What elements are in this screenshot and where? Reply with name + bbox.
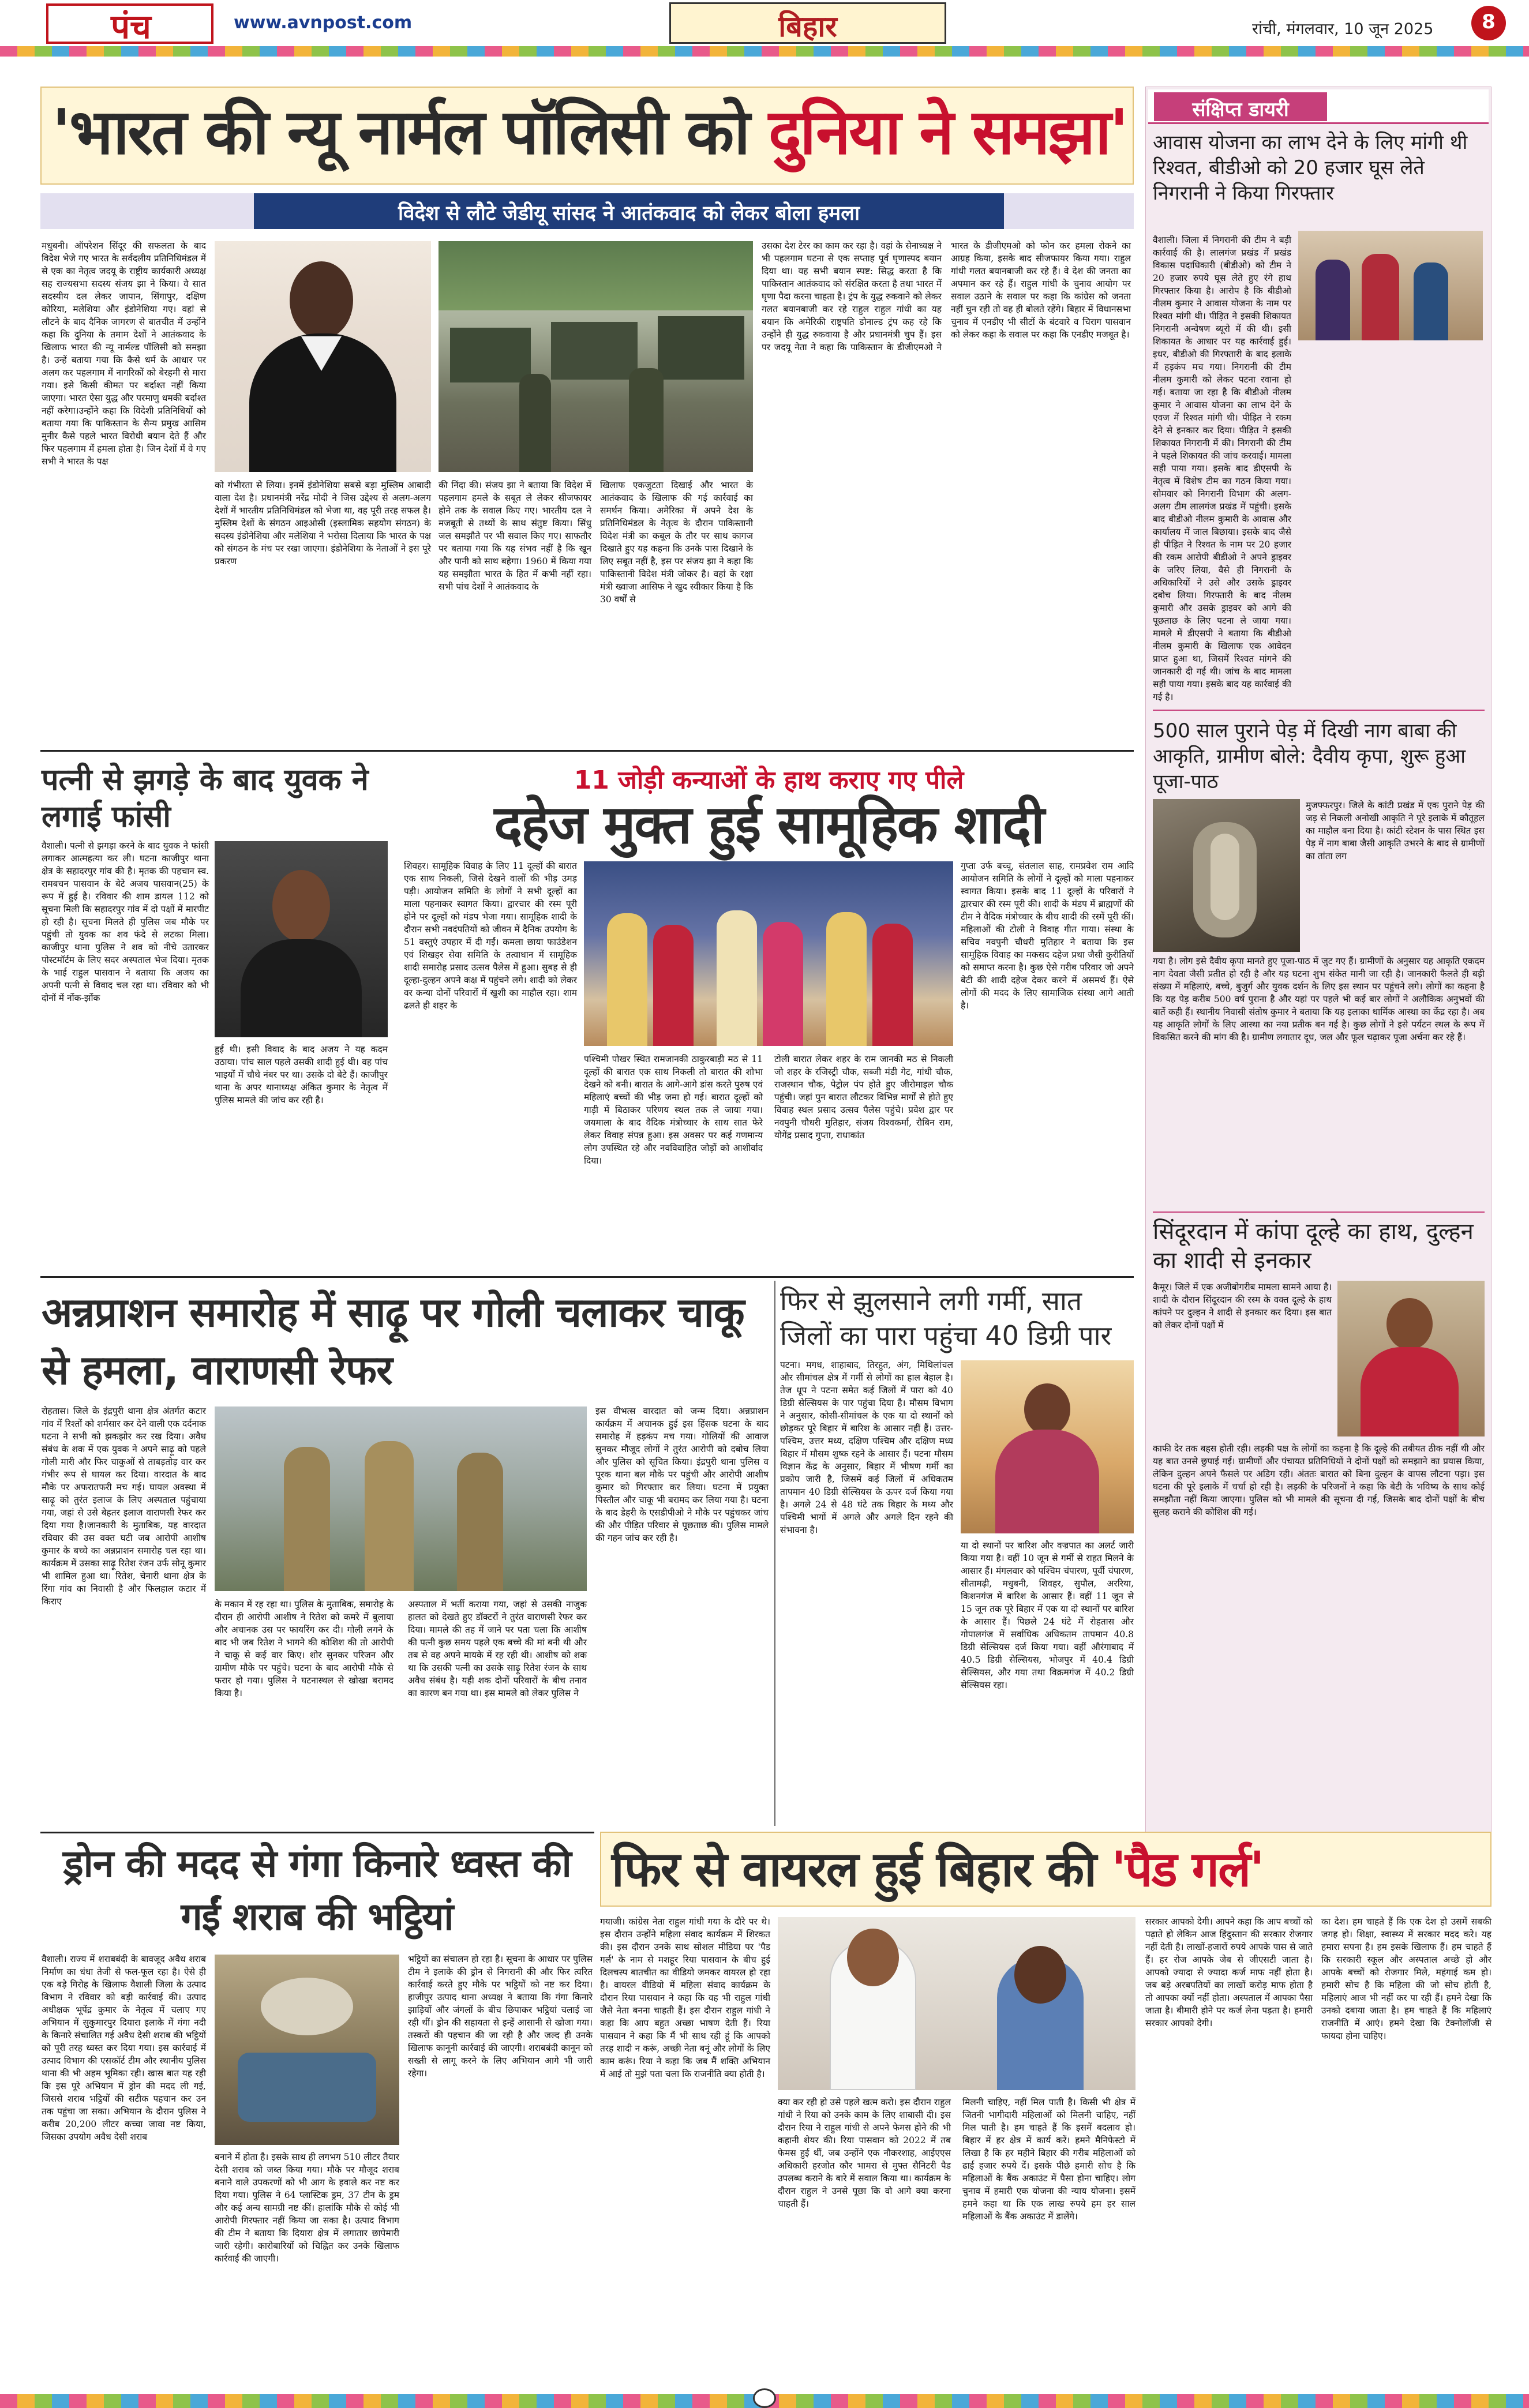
photo-bride-2: [763, 922, 803, 1046]
diary-story-2-body-b: गया है। लोग इसे दैवीय कृपा मानते हुए पूजा-पाठ में जुट गए हैं। ग्रामीणों के अनुसार यह आकृति एकदम नाग देवता जैसी प्रतीत हो रही है और यह घटना शुभ संकेत मानी जा रही है। जानकारी फैलते ही बड़ी संख्या में महिलाएं, बच्चे, बुजुर्ग और युवक दर्शन के लिए इस स्थान पर पहुंचने लगे। लोगों का कहना है कि यह पेड़ करीब 500 वर्ष पुराना है और यहां पर पहले भी कई बार लोगों ने अलौकिक अनुभवों की बातें कही हैं। स्थानीय निवासी संतोष कुमार ने बताया कि यह इलाका धार्मिक आस्था का केंद्र रहा है। अब यह आकृति लोगों के लिए आस्था का नया प्रतीक बन गई है। कुछ लोगों ने इसे पर्यटन स्थल के रूप में विकसित करने की मांग की है। ग्रामीण लगातार दूध, जल और फूल चढ़ाकर पूजा अर्चना कर रहे हैं।: [1153, 956, 1485, 1042]
pad-col-1: गयाजी। कांग्रेस नेता राहुल गांधी गया के दौरे पर थे। इस दौरान उन्होंने महिला संवाद कार्यक्रम में शिरकत की। इस दौरान उनके साथ सोशल मीडिया पर 'पैड गर्ल' के नाम से मशहूर रिया पासवान के बीच हुई दिलचस्प बातचीत का वीडियो जमकर वायरल हो रहा है। वायरल वीडियो में महिला संवाद कार्यक्रम के दौरान रिया पासवान ने कहा कि वह भी राहुल गांधी जैसे नेता बनना चाहती हैं। इस दौरान राहुल गांधी ने कहा कि आप बहुत अच्छा भाषण देती हैं। रिया पासवान ने कहा कि मैं भी साथ रही हूं कि आपको तरह शादी न करूं, अच्छी नेता बनूं और लोगों के लिए काम करूं। रिया ने कहा कि जब मैं शक्ति अभियान में आई तो मुझे पता चला कि राजनीति क्या होती है।: [600, 1916, 770, 2079]
photo-truck-3: [658, 316, 744, 380]
photo-police-3: [457, 1453, 503, 1591]
photo-drums: [238, 2053, 376, 2122]
photo-police-2: [365, 1441, 414, 1591]
liquor-kiln-photo: [215, 1955, 399, 2145]
diary-story-1-body-top: [1153, 234, 1291, 702]
drone-col-2: बनाने में होता है। इसके साथ ही लगभग 510 लीटर तैयार देसी शराब को जब्त किया गया। मौके पर मौजूद शराब बनाने वाले उपकरणों को भी आग के हवाले कर नष्ट कर दिया गया। पुलिस ने 64 प्लास्टिक ड्रम, 37 टीन के ड्रम और कई अन्य सामग्री नष्ट कीं। हालांकि मौके से कोई भी आरोपी गिरफ्तार नहीं किया जा सका है। उत्पाद विभाग की टीम ने बताया कि दियारा क्षेत्र में लगातार छापेमारी जारी रहेगी। कारोबारियों को चिह्नित कर उनके खिलाफ कार्रवाई की जाएगी।: [215, 2152, 399, 2264]
photo-smoke: [261, 1978, 353, 2035]
pad-col-4: सरकार आपको देगी। आपने कहा कि आप बच्चों को पढ़ाते हो लेकिन आज हिंदुस्तान की सरकार रोजगार नहीं देती है। लाखों-हजारों रुपये आपके पास से जाते हैं। हर रोज आपके जेब से जीएसटी जाता है। आपको ज्यादा से ज्यादा कर्ज माफ नहीं होता है। जब बड़े अरबपतियों का लाखों करोड़ माफ होता है तो आपका क्यों नहीं होता। अस्पताल में आपका पैसा जाता है। बीमारी होने पर कर्ज लेना पड़ता है। हमारी सरकार आपको देगी।: [1145, 1916, 1313, 2028]
pad-col-5: का देश। हम चाहते हैं कि एक देश हो उसमें सबकी जगह हो। शिक्षा, स्वास्थ्य में सरकार मदद करे। यह हमारा सपना है। हम इसके खिलाफ हैं। हम चाहते हैं कि सरकारी स्कूल और अस्पताल अच्छे हो और आपके बच्चों को रोजगार मिले, महंगाई कम हो। हमारी सोच है कि महिला की जो सोच होती है, महिलाएं आज भी नहीं कर पा रही हैं। हमने देखा कि उनको दबाया जाता है। हम चाहते हैं कि महिलाएं राजनीति में आएं। हमने देखा कि टेक्नोलॉजी से फायदा होना चाहिए।: [1321, 1916, 1491, 2041]
anna-col-4: इस वीभत्स वारदात को जन्म दिया। अन्नप्राशन कार्यक्रम में अचानक हुई इस हिंसक घटना के बाद समारोह में हड़कंप मच गया। गोलियों की आवाज सुनकर मौजूद लोगों ने तुरंत आरोपी को दबोच लिया और पुलिस को सूचित किया। इंद्रपुरी थाना पुलिस व पूरक थाना बल मौके पर पहुंची और आरोपी आशीष कुमार को गिरफ्तार कर लिया। घटना में प्रयुक्त पिस्तौल और चाकू भी बरामद कर लिया गया है। घटना के बाद डेहरी के एसडीपीओ ने मौके पर पहुंचकर जांच की और पीड़ित परिवार से पूछताछ की। पुलिस मामले की गहन जांच कर रही है।: [595, 1406, 769, 1543]
mid-rule-1: [40, 1276, 1134, 1278]
dateline: रांची, मंगलवार, 10 जून 2025: [1252, 20, 1434, 38]
diary-story-3-headline: सिंदूरदान में कांपा दूल्हे का हाथ, दुल्हन का शादी से इनकार: [1153, 1218, 1474, 1274]
suicide-headline: पत्नी से झगड़े के बाद युवक ने लगाई फांसी: [42, 763, 369, 834]
naag-tree-photo: [1153, 799, 1300, 952]
diary-story-1-headline: आवास योजना का लाभ देने के लिए मांगी थी रिश्वत, बीडीओ को 20 हजार घूस लेते निगरानी ने किया गिरफ्तार: [1153, 131, 1468, 205]
wedding-col-3: टोली बारात लेकर शहर के राम जानकी मठ से निकली जो शहर के रजिस्ट्री चौक, सब्जी मंडी गेट, गांधी चौक, राजस्थान चौक, पेट्रोल पंप होते हुए जीरोमाइल चौक पहुंची। जहां पुन बारात लौटकर विभिन्न मार्गों से होते हुए विवाह स्थल प्रसाद उत्सव पैलेस पहुंचे। प्रवेश द्वार पर नवपुनी चौधरी मुतिहार, संजय विश्वकर्मा, रौबिन राम, योगेंद्र प्रसाद गुप्ता, राधाकांत: [774, 1054, 953, 1141]
rahul-riya-photo: [778, 1917, 1135, 2090]
lead-col-3: की निंदा की। संजय झा ने बताया कि विदेश में पहलगाम हमले के सबूत ले लेकर सीजफायर होने तक के सवाल किए गए। भारतीय दल ने मजबूती से तथ्यों के साथ संतुष्ट किया। सिंधु जल समझौते पर भी सवाल किए गए। साफतौर पर बताया गया कि यह संभव नहीं है कि खून और पानी को साथ बहेगा। 1960 में किया गया यह समझौता भारत के हित में कभी नहीं रहा। सभी पांच देशों ने आतंकवाद के: [439, 480, 591, 592]
photo-person-head: [290, 261, 353, 339]
photo-woman-head: [1024, 1383, 1070, 1435]
lead-headline-part2: दुनिया ने समझा': [768, 96, 1127, 168]
logo: पंच: [111, 7, 151, 46]
lead-headline-part1: 'भारत की न्यू नार्मल पॉलिसी को: [52, 96, 769, 168]
wedding-kicker: 11 जोड़ी कन्याओं के हाथ कराए गए पीले: [574, 766, 964, 795]
heat-vrule: [774, 1281, 775, 1826]
photo-soldier-1: [519, 374, 551, 472]
ajay-paswan-photo: [215, 841, 388, 1037]
photo-crowd-1: [1316, 260, 1350, 340]
pad-headline-part1: फिर से वायरल हुई बिहार की: [612, 1841, 1112, 1897]
diary-story-3-body-b: काफी देर तक बहस होती रही। लड़की पक्ष के लोगों का कहना है कि दूल्हे की तबीयत ठीक नहीं थी और यह बात उनसे छुपाई गई। ग्रामीणों और पंचायत प्रतिनिधियों ने दोनों पक्षों को समझाने का प्रयास किया, लेकिन दुल्हन अपने फैसले पर अडिग रही। अंततः बारात को बिना दुल्हन के वापस लौटना पड़ा। इस घटना की पूरे इलाके में चर्चा हो रही है। लड़की के परिजनों ने कहा कि बेटी के भविष्य के साथ कोई समझौता नहीं किया जाएगा। पुलिस को भी मामले की सूचना दी गई, जिसके बाद दोनों पक्षों के बीच सुलह कराने की कोशिश की गई।: [1153, 1443, 1485, 1517]
photo-soldier-2: [629, 368, 664, 472]
lead-col-2: को गंभीरता से लिया। इनमें इंडोनेशिया सबसे बड़ा मुस्लिम आबादी वाला देश है। प्रधानमंत्री नरेंद्र मोदी ने जिस उद्देश्य से अलग-अलग देशों में भारतीय प्रतिनिधिमंडल को भेजा था, वह पूरी तरह सफल है। मुस्लिम देशों के संगठन आइओसी (इस्लामिक सहयोग संगठन) के सदस्य इंडोनेशिया और मलेशिया ने भरोसा दिलाया कि भारत के पक्ष को संगठन के मंच पर रखा जाएगा। इंडोनेशिया के नेताओं ने इस पूरे प्रकरण: [215, 480, 431, 567]
photo-police-1: [284, 1447, 330, 1591]
drone-col-3: भट्ठियों का संचालन हो रहा है। सूचना के आधार पर पुलिस टीम ने इलाके की ड्रोन से निगरानी की और फिर त्वरित कार्रवाई करते हुए मौके पर भट्ठियों को नष्ट कर दिया। हाजीपुर उत्पाद थाना अध्यक्ष ने बताया कि गंगा किनारे झाड़ियों और जंगलों के बीच छिपाकर भट्ठियां चलाई जा रही थीं। ड्रोन की सहायता से इन्हें आसानी से खोजा गया। तस्करों की पहचान की जा रही है और जल्द ही उनके खिलाफ कानूनी कार्रवाई की जाएगी। शराबबंदी कानून को सख्ती से लागू करने के लिए अभियान आगे भी जारी रहेगा।: [408, 1954, 593, 2079]
photo-woman-body: [995, 1430, 1099, 1533]
masthead: [0, 0, 1529, 51]
photo-bride-3: [872, 924, 913, 1046]
drone-col-1: वैशाली। राज्य में शराबबंदी के बावजूद अवैध शराब निर्माण का धंधा तेजी से फल-फूल रहा है। ऐसे ही एक बड़े गिरोह के खिलाफ वैशाली जिला के उत्पाद विभाग ने रविवार को बड़ी कार्रवाई की। उत्पाद अधीक्षक भूपेंद्र कुमार के नेतृत्व में चलाए गए अभियान में सुकुमारपुर दियारा इलाके में गंगा नदी के किनारे संचालित गई अवैध देसी शराब की भट्ठियों को पूरी तरह ध्वस्त कर दिया गया। इस कार्रवाई में उत्पाद विभाग की एसकॉर्ट टीम और स्थानीय पुलिस थाना की भी अहम भूमिका रही। खास बात यह रही कि इस पूरे अभियान में ड्रोन की मदद ली गई, जिससे शराब भट्ठियों की सटीक पहचान कर उन तक पहुंचा जा सका। अभियान के दौरान पुलिस ने करीब 20,200 लीटर कच्चा जावा नष्ट किया, जिसका उपयोग अवैध देसी शराब: [42, 1954, 206, 2142]
masthead-bar: [0, 46, 1529, 57]
sanjay-jha-photo: [215, 241, 431, 472]
photo-truck-2: [551, 322, 638, 380]
page-number: 8: [1482, 10, 1496, 33]
photo-riya-head: [1014, 1946, 1066, 2004]
pad-col-2: क्या कर रही हो उसे पहले खत्म करो। इस दौरान राहुल गांधी ने रिया को उनके काम के लिए शाबासी दी। इस दौरान रिया ने राहुल गांधी से अपने फेमस होने की भी कहानी शेयर की। रिया पासवान को 2022 में तब फेमस हुई थीं, जब उन्होंने एक नौकरशाह, आईएएस अधिकारी हरजोत कौर भामरा से मुफ्त सैनिटरी पैड उपलब्ध कराने के बारे में सवाल किया था। कार्यक्रम के दौरान राहुल ने उनसे पूछा कि वो आगे क्या करना चाहती हैं।: [778, 2097, 951, 2209]
wedding-col-4: गुप्ता उर्फ बच्चू, संतलाल साह, रामप्रवेश राम आदि आयोजन समिति के लोगों ने दूल्हों को माला पहनाकर स्वागत किया। इसके बाद 11 दूल्हों के परिवारों ने द्वारचार की रस्म पूरी की। शादी के मंडप में ब्राह्मणों की टीम ने वैदिक मंत्रोच्चार के बीच शादी की रस्में पूरी कीं। महिलाओं की टोली ने विवाह गीत गाया। संस्था के सचिव नवपुनी चौधरी मुतिहार ने बताया कि इस सामूहिक विवाह का मकसद दहेज प्रथा जैसी कुरीतियों को समाप्त करना है। कुछ ऐसे गरीब परिवार जो अपने बेटी की शादी दहेज देकर करने में असमर्थ हैं। ऐसे लोगों की मदद के लिए सामाजिक संस्था आगे आती है।: [961, 861, 1134, 1011]
photo-face: [272, 870, 330, 942]
photo-snake-shape: [1211, 834, 1239, 920]
lead-subhead: विदेश से लौटे जेडीयू सांसद ने आतंकवाद को लेकर बोला हमला: [398, 202, 860, 225]
lead-bottom-rule: [40, 750, 1134, 752]
lead-col-1: मधुबनी। ऑपरेशन सिंदूर की सफलता के बाद विदेश भेजे गए भारत के सर्वदलीय प्रतिनिधिमंडल में से एक का नेतृत्व जदयू के राष्ट्रीय कार्यकारी अध्यक्ष सह राज्यसभा सदस्य संजय झा ने किया। वे सात सदस्यीय दल लेकर जापान, सिंगापुर, दक्षिण कोरिया, मलेशिया और इंडोनेशिया गए। वहां से लौटने के बाद दैनिक जागरण से बातचीत में उन्होंने कहा कि दुनिया के तमाम देशों ने आतंकवाद के खिलाफ भारत की न्यू नार्मल्ड पॉलिसी को समझा है। उन्हें बताया गया कि कैसे धर्म के आधार पर अलग कर पहलगाम में नागरिकों को बेरहमी से मारा गया। इसे किसी कीमत पर बर्दाश्त नहीं किया जाएगा। भारत ऐसा युद्ध और परमाणु धमकी बर्दाश्त नहीं करेगा।उन्होंने कहा कि विदेशी प्रतिनिधियों को बताया गया कि पाकिस्तान के सैन्य प्रमुख आसिम मुनीर कैसे पहले भारत विरोधी बयान देते हैं और फिर पहलगाम में हमला होता है। जिन देशों में वे गए सभी ने भारत के पक्ष: [42, 241, 206, 467]
photo-shirt: [241, 939, 362, 1037]
heat-photo: [961, 1360, 1134, 1533]
lead-col-4: खिलाफ एकजुटता दिखाई और भारत के आतंकवाद के खिलाफ की गई कार्रवाई का समर्थन किया। अमेरिका में अपने देश के प्रतिनिधिमंडल के नेतृत्व के दौरान पाकिस्तानी विदेश मंत्री का कबूल के तौर पर साथ कागज दिखाते हुए यह कहना कि उनके पास दिखाने के लिए सबूत नहीं है, इस पर संजय झा ने कहा कि पाकिस्तानी विदेश मंत्री जोकर है। वहां के रक्षा मंत्री ख्वाजा आसिफ ने खुद स्वीकार किया है कि 30 वर्षों से: [600, 480, 753, 605]
wedding-headline: दहेज मुक्त हुई सामूहिक शादी: [494, 794, 1044, 856]
photo-groom-1: [607, 913, 647, 1046]
bdo-arrest-photo: [1298, 231, 1483, 340]
wedding-col-1: शिवहर। सामूहिक विवाह के लिए 11 दूल्हों की बारात एक साथ निकली, जिसे देखने वालों की भीड़ उमड़ पड़ी। आयोजन समिति के लोगों ने सभी दूल्हों का माला पहनाकर स्वागत किया। द्वारचार की रस्म पूरी होने पर दूल्हों को मंडप भेजा गया। सामूहिक शादी के दौरान सभी नवदंपतियों को जीवन में दैनिक उपयोग के 51 वस्तुएं उपहार में दी गईं। कमला छाया फाउंडेशन एवं शिखहर सेवा समिति के तत्वाधान में सामूहिक शादी समारोह प्रसाद उत्सव पैलेस में हुआ। सुबह से ही दूल्हा-दुल्हन अपने कक्ष में पहुंचने लगे। शादी को लेकर वर कन्या दोनों परिवारों में खुशी का माहौल रहा। शाम ढलते ही शहर के: [404, 861, 577, 1011]
diary-story-2-body-a: मुजफ्फरपुर। जिले के कांटी प्रखंड में एक पुराने पेड़ की जड़ से निकली अनोखी आकृति ने पूरे इलाके में कौतूहल का माहौल बना दिया है। कांटी स्टेशन के पास स्थित इस पेड़ में नाग बाबा जैसी आकृति उभरने के बाद से ग्रामीणों का तांता लग: [1306, 800, 1485, 861]
registration-mark: [753, 2388, 776, 2408]
anna-col-1: रोहतास। जिले के इंद्रपुरी थाना क्षेत्र अंतर्गत कटार गांव में रिश्तों को शर्मसार कर देने वाली एक दर्दनाक घटना ने सभी को झकझोर कर रख दिया। अवैध संबंध के शक में एक युवक ने अपने साढ़ू को पहले गोली मारी और फिर चाकुओं से ताबड़तोड़ वार कर गंभीर रूप से घायल कर दिया। वारदात के बाद मौके पर अफरातफरी मच गई। घायल अवस्था में साढ़ू को तुरंत इलाज के लिए अस्पताल पहुंचाया गया, जहां से उसे बेहतर इलाज वाराणसी रेफर कर दिया गया है।जानकारी के मुताबिक, यह वारदात रविवार की उस वक्त घटी जब आरोपी आशीष कुमार के बच्चे का अन्नप्राशन समारोह चल रहा था। कार्यक्रम में उसका साढ़ू रितेश रंजन उर्फ सोनू कुमार भी शामिल हुआ था। रितेश, चेनारी थाना क्षेत्र के रिंगा गांव का निवासी है और फिलहाल कटार में किराए: [42, 1406, 207, 1607]
anna-headline: अन्नप्राशन समारोह में साढ़ू पर गोली चलाकर चाकू से हमला, वाराणसी रेफर: [42, 1289, 744, 1394]
heat-col-2: या दो स्थानों पर बारिश और वज्रपात का अलर्ट जारी किया गया है। वहीं 10 जून से गर्मी से राहत मिलने के आसार हैं। मंगलवार को पश्चिम चंपारण, पूर्वी चंपारण, सीतामढ़ी, मधुबनी, शिवहर, सुपौल, अररिया, किशनगंज में बारिश के आसार हैं। वहीं 11 जून से 15 जून तक पूरे बिहार में एक या दो स्थानों पर बारिश के आसार हैं। पिछले 24 घंटे में रोहतास और गोपालगंज में सर्वाधिक अधिकतम तापमान 40.8 डिग्री सेल्सियस दर्ज किया गया। वहीं औरंगाबाद में 40.5 डिग्री सेल्सियस, भोजपुर में 40.4 डिग्री सेल्सियस, और गया तथा विक्रमगंज में 40.2 डिग्री सेल्सियस रहा।: [961, 1540, 1134, 1690]
mass-wedding-photo: [584, 861, 953, 1046]
pad-headline: [612, 1841, 1489, 1897]
photo-trees: [439, 241, 753, 310]
diary-story-3-body-a: कैमूर। जिले में एक अजीबोगरीब मामला सामने आया है। शादी के दौरान सिंदूरदान की रस्म के वक्त दूल्हे के हाथ कांपने पर दुल्हन ने शादी से इनकार कर दिया। इस बात को लेकर दोनों पक्षों में: [1153, 1282, 1332, 1330]
diary-divider-1: [1153, 710, 1485, 711]
photo-crowd-3: [1414, 262, 1448, 340]
photo-bride-1: [653, 925, 694, 1046]
pad-col-3: मिलनी चाहिए, नहीं मिल पाती है। किसी भी क्षेत्र में जितनी भागीदारी महिलाओं को मिलनी चाहिए, नहीं मिल पाती है। हम चाहते हैं कि इसमें बदलाव हो। बिहार में हर क्षेत्र में कार्य करें। हमने मैनिफेस्टो में लिखा है कि हर महीने बिहार की गरीब महिलाओं को ढाई हजार रुपये दें। इसके पीछे हमारी सोच है कि महिलाओं के बैंक अकाउंट में पैसा होना चाहिए। लोग चुनाव में हमारी एक योजना की न्याय योजना। इसमें हमने कहा था कि एक लाख रुपये हम हर साल महिलाओं के बैंक अकाउंट में डालेंगे।: [962, 2097, 1135, 2222]
heat-headline: फिर से झुलसाने लगी गर्मी, सात जिलों का पारा पहुंचा 40 डिग्री पार: [780, 1285, 1112, 1351]
army-convoy-photo: [439, 241, 753, 472]
suicide-body-a: वैशाली। पत्नी से झगड़ा करने के बाद युवक ने फांसी लगाकर आत्महत्या कर ली। घटना काजीपुर थाना क्षेत्र के सहादरपुर गांव की है। मृतक की पहचान स्व. रामबचन पासवान के बेटे अजय पासवान(25) के रूप में हुई है। रविवार की शाम डायल 112 को सूचना मिली कि सहादरपुर गांव में दो पक्षों में मारपीट हो रही है। सूचना मिलते ही पुलिस जब मौके पर पहुंची तो युवक का शव फंदे से लटका मिला। काजीपुर थाना पुलिस ने शव को नीचे उतारकर पोस्टमॉर्टम के लिए सदर अस्पताल भेज दिया। मृतक के भाई राहुल पासवान ने बताया कि अजय का अपनी पत्नी से विवाद चल रहा था। रविवार को भी दोनों में नोंक-झोंक: [42, 841, 209, 1003]
section-label: बिहार: [778, 10, 837, 43]
photo-crowd-2: [1362, 254, 1399, 340]
heat-col-1: पटना। मगध, शाहाबाद, तिरहुत, अंग, मिथिलांचल और सीमांचल क्षेत्र में गर्मी से लोगों का हाल बेहाल है। तेज धूप ने पटना समेत कई जिलों में पारा को 40 डिग्री सेल्सियस के पार पहुंचा दिया है। मौसम विभाग ने अनुसार, कोसी-सीमांचल के एक या दो स्थानों को छोड़कर पूरे बिहार में बारिश के आसार नहीं हैं। उत्तर-पश्चिम, उत्तर मध्य, दक्षिण पश्चिम और दक्षिण मध्य बिहार में मौसम शुष्क रहने के आसार हैं। पटना मौसम विज्ञान केंद्र के अनुसार, बिहार में भीषण गर्मी का प्रकोप जारी है, जिसमें कई जिलों में अधिकतम तापमान 40 डिग्री सेल्सियस के ऊपर दर्ज किया गया है। अगले 24 से 48 घंटे तक बिहार के मध्य और पश्चिमी भागों में अगले और अगले दिन रहने की संभावना है।: [780, 1360, 953, 1535]
photo-truck-1: [450, 328, 531, 382]
diary-divider-2: [1153, 1211, 1485, 1213]
mid-rule-2: [40, 1832, 594, 1833]
pad-headline-part2: 'पैड गर्ल': [1111, 1841, 1264, 1897]
anna-col-2: के मकान में रह रहा था। पुलिस के मुताबिक, समारोह के दौरान ही आरोपी आशीष ने रितेश को कमरे में बुलाया और अचानक उस पर फायरिंग कर दी। गोली लगने के बाद भी जब रितेश ने भागने की कोशिश की तो आरोपी ने चाकू से कई वार किए। शोर सुनकर परिजन और ग्रामीण मौके पर पहुंचे। घटना के बाद आरोपी मौके से फरार हो गया। पुलिस ने घटनास्थल से खोखा बरामद किया है।: [215, 1599, 394, 1698]
anna-col-3: अस्पताल में भर्ती कराया गया, जहां से उसकी नाजुक हालत को देखते हुए डॉक्टरों ने तुरंत वाराणसी रेफर कर दिया। मामले की तह में जाने पर पता चला कि आशीष की पत्नी कुछ समय पहले एक बच्चे की मां बनी थी और तब से वह अपने मायके में रह रही थी। आशीष को शक था कि उसकी पत्नी का उसके साढ़ू रितेश रंजन के साथ अवैध संबंध है। यही शक दोनों परिवारों के बीच तनाव का कारण बन गया था। इस मामले को लेकर पुलिस ने: [408, 1599, 587, 1698]
wedding-col-2: पश्चिमी पोखर स्थित रामजानकी ठाकुरबाड़ी मठ से 11 दूल्हों की बारात एक साथ निकली तो बारात की शोभा देखने को बनी। बारात के आगे-आगे डांस करते पुरुष एवं महिलाएं बच्चों की भीड़ जमा हो गई। बारात दूल्हों को गाड़ी में बिठाकर परिणय स्थल तक ले जाया गया। जयमाला के बाद वैदिक मंत्रोच्चार के साथ सात फेरे लेकर विवाह संपन्न हुआ। इस अवसर पर कई गणमान्य लोग उपस्थित रहे और नवविवाहित जोड़ों को आशीर्वाद दिया।: [584, 1054, 763, 1166]
bride-photo: [1337, 1281, 1485, 1436]
drone-headline: ड्रोन की मदद से गंगा किनारे ध्वस्त की गईं शराब की भट्ठियां: [63, 1841, 571, 1939]
photo-bride-saree: [1361, 1347, 1459, 1436]
photo-groom-3: [826, 912, 867, 1046]
suicide-body-b: हुई थी। इसी विवाद के बाद अजय ने यह कदम उठाया। पांच साल पहले उसकी शादी हुई थी। वह पांच भाइयों में चौथे नंबर पर था। उसके दो बेटे हैं। काजीपुर थाना के अपर थानाध्यक्ष अंकित कुमार के नेतृत्व में पुलिस मामले की जांच कर रही है।: [215, 1044, 388, 1105]
diary-story-2-headline: 500 साल पुराने पेड़ में दिखी नाग बाबा की आकृति, ग्रामीण बोले: दैवीय कृपा, शुरू हुआ पूजा-पाठ: [1153, 719, 1466, 793]
photo-rahul-head: [847, 1929, 899, 1986]
photo-groom-2: [717, 910, 757, 1046]
lead-headline: [52, 92, 1131, 173]
site-url: www.avnpost.com: [234, 13, 413, 33]
police-photo: [215, 1406, 587, 1591]
diary-story-1-body: वैशाली। जिला में निगरानी की टीम ने बड़ी कार्रवाई की है। लालगंज प्रखंड में प्रखंड विकास पदाधिकारी (बीडीओ) को टीम ने 20 हजार रुपये घूस लेते हुए रंगे हाथ गिरफ्तार किया है। आरोप है कि बीडीओ नीलम कुमार ने आवास योजना के नाम पर रिश्वत मांगी थी। पीड़ित ने इसकी शिकायत निगरानी अन्वेषण ब्यूरो में की थी। इसी शिकायत के आधार पर यह कार्रवाई हुई। इधर, बीडीओ की गिरफ्तारी के बाद इलाके में हड़कंप मच गया। निगरानी की टीम नीलम कुमारी को लेकर पटना रवाना हो गई। बताया जा रहा है कि बीडीओ नीलम कुमार ने आवास योजना का लाभ देने के एवज में रिश्वत मांगी थी। पीड़ित ने रकम देने से इनकार कर दिया। पीड़ित ने इसकी शिकायत निगरानी में की। निगरानी की टीम ने पहले शिकायत की जांच करवाई। मामला सही पाया गया। इसके बाद डीएसपी के नेतृत्व में विशेष टीम का गठन किया गया। सोमवार को निगरानी विभाग की अलग-अलग टीम लालगंज प्रखंड में पहुंची। इसके बाद बीडीओ नीलम कुमारी के आवास और कार्यालय में जाल बिछाया। इसके बाद जैसे ही पीड़ित ने रिश्वत के नाम पर 20 हजार की रकम आरोपी बीडीओ ने अपने ड्राइवर के जरिए लिया, वैसे ही निगरानी के अधिकारियों ने उसे और उसके ड्राइवर दबोच लिया। गिरफ्तारी के बाद नीलम कुमारी और उसके ड्राइवर को आगे की पूछताछ के लिए पटना ले जाया गया। मामले में डीएसपी ने बताया कि बीडीओ नीलम कुमारी के खिलाफ एक आवेदन प्राप्त हुआ था, जिसमें रिश्वत मांगने की जानकारी दी गई थी। जांच के बाद मामला सही पाया गया। इसके बाद यह कार्रवाई की गई है।: [1153, 235, 1291, 702]
photo-bride-head: [1386, 1298, 1433, 1350]
diary-label: संक्षिप्त डायरी: [1192, 98, 1289, 121]
lead-col-5: उसका देश टेरर का काम कर रहा है। वहां के सेनाध्यक्ष ने भी पहलगाम घटना से एक सप्ताह पूर्व घृणास्पद बयान दिया था। यह सभी बयान स्पष्ट: सिद्ध करता है कि पाकिस्तान आतंकवाद को संरक्षित करता है तथा भारत में घृणा पैदा करना चाहता है। ट्रंप के युद्ध रुकवाने को लेकर गलत बयानबाजी कर रहे राहुल राहुल गांधी का यह बयान कि अमेरिकी राष्ट्रपति डोनाल्ड ट्रंप कह रहे कि उन्होंने ही युद्ध रुकवाया है और प्रधानमंत्री चुप हैं। इस पर जदयू नेता ने कहा कि पाकिस्तान के डीजीएमओ ने भारत के डीजीएमओ को फोन कर हमला रोकने का आग्रह किया, इसके बाद सीजफायर किया गया। राहुल गांधी गलत बयानबाजी कर रहे हैं। वे देश की जनता का अपमान कर रहे हैं। राहुल गांधी के चुनाव आयोग पर सवाल उठाने के सवाल पर कहा कि कांग्रेस को जनता नहीं चुन रही तो वह ही बोलते रहेंगे। बिहार में विधानसभा चुनाव में एनडीए भी सीटों के बंटवारे व चिराग पासवान को लेकर कहा के सवाल पर कहा कि एनडीए मजबूत है।: [762, 241, 1131, 352]
